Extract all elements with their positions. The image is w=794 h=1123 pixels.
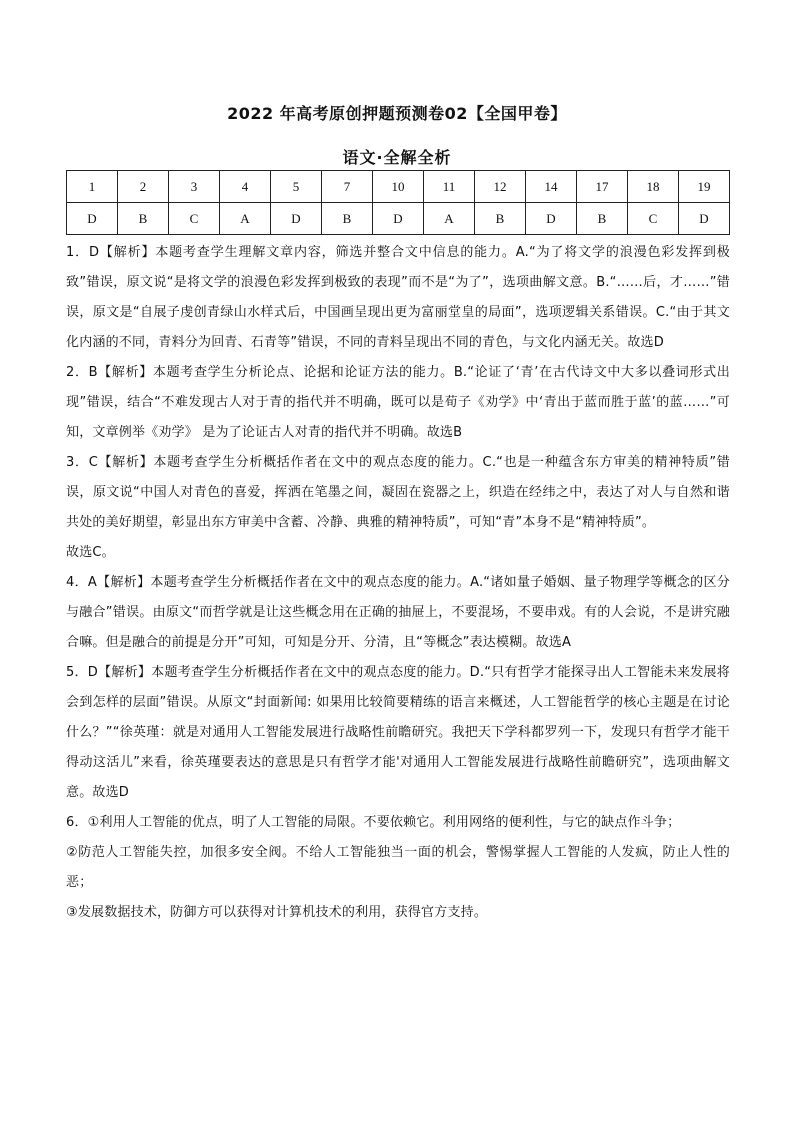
explanation-q6-point-2: ②防范人工智能失控，加很多安全阀。不给人工智能独当一面的机会，警惕掌握人工智能的人发疯，防止人性的恶； (66, 845, 730, 890)
question-number-cell: 14 (526, 171, 577, 203)
question-number-cell: 5 (271, 171, 322, 203)
question-number-cell: 1 (67, 171, 118, 203)
answer-cell: D (271, 203, 322, 235)
question-number-cell: 18 (628, 171, 679, 203)
answer-cell: D (679, 203, 730, 235)
explanation-q1: 1．D【解析】本题考查学生理解文章内容，筛选并整合文中信息的能力。A.“为了将文学的浪漫色彩发挥到极致”错误，原文说“是将文学的浪漫色彩发挥到极致的表现”而不是“为了”，选项曲解文意。B.“……后，才……”错误，原文是“自展子虔创青绿山水样式后，中国画呈现出更为富丽堂皇的局面”，选项逻辑关系错误。C.“由于其文化内涵的不同，青料分为回青、石青等”错误，不同的青料呈现出不同的青色，与文化内涵无关。故选D (66, 245, 730, 350)
explanation-q3-conclusion: 故选C。 (66, 545, 115, 560)
answer-cell: B (475, 203, 526, 235)
document-title: 2022 年高考原创押题预测卷02【全国甲卷】 (227, 104, 567, 123)
question-number-cell: 10 (373, 171, 424, 203)
explanation-q6-point-1: 6．①利用人工智能的优点，明了人工智能的局限。不要依赖它。利用网络的便利性，与它的缺点作斗争； (66, 815, 681, 830)
explanation-q5: 5．D【解析】本题考查学生分析概括作者在文中的观点态度的能力。D.“只有哲学才能探寻出人工智能未来发展将会到怎样的层面”错误。从原文“封面新闻: 如果用比较简要精练的语言来概述，人工智能哲学的核心主题是在讨论什么？”“徐英瑾：就是对通用人工智能发展进行战略性前瞻研究。我把天下学科都罗列一下，发现只有哲学才能干得动这活儿”来看，徐英瑾要表达的意思是只有哲学才能'对通用人工智能发展进行战略性前瞻研究”，选项曲解文意。故选D (66, 665, 730, 800)
question-number-cell: 12 (475, 171, 526, 203)
explanations-body (66, 238, 730, 928)
answer-cell: A (220, 203, 271, 235)
explanation-q4: 4．A【解析】本题考查学生分析概括作者在文中的观点态度的能力。A.“诸如量子婚姻、量子物理学等概念的区分与融合”错误。由原文“而哲学就是让这些概念用在正确的抽屉上，不要混场，不要串戏。有的人会说，不是讲究融合嘛。但是融合的前提是分开”可知，可知是分开、分清，且“等概念”表达模糊。故选A (66, 575, 730, 650)
answer-cell: D (526, 203, 577, 235)
answer-table (66, 170, 730, 235)
answer-cell: B (577, 203, 628, 235)
question-number-cell: 19 (679, 171, 730, 203)
question-number-cell: 4 (220, 171, 271, 203)
question-number-cell: 2 (118, 171, 169, 203)
question-number-cell: 7 (322, 171, 373, 203)
explanation-q6-point-3: ③发展数据技术，防御方可以获得对计算机技术的利用，获得官方支持。 (66, 905, 488, 920)
answer-cell: C (169, 203, 220, 235)
document-subtitle: 语文·全解全析 (342, 148, 452, 167)
answer-table-answer-row (67, 203, 730, 235)
answer-cell: B (322, 203, 373, 235)
answer-cell: D (67, 203, 118, 235)
question-number-cell: 3 (169, 171, 220, 203)
answer-cell: B (118, 203, 169, 235)
explanation-q3: 3．C【解析】本题考查学生分析概括作者在文中的观点态度的能力。C.“也是一种蕴含东方审美的精神特质”错误，原文说“中国人对青色的喜爱，挥洒在笔墨之间，凝固在瓷器之上，织造在经纬之中，表达了对人与自然和谐共处的美好期望，彰显出东方审美中含蓄、冷静、典雅的精神特质”，可知“青”本身不是“精神特质”。 (66, 455, 730, 530)
answer-cell: C (628, 203, 679, 235)
question-number-cell: 11 (424, 171, 475, 203)
question-number-cell: 17 (577, 171, 628, 203)
answer-table-question-row (67, 171, 730, 203)
explanation-q2: 2．B【解析】本题考查学生分析论点、论据和论证方法的能力。B.“论证了‘青’在古代诗文中大多以叠词形式出现”错误，结合“不难发现古人对于青的指代并不明确，既可以是荀子《劝学》中‘青出于蓝而胜于蓝’的蓝……”可知，文章例举《劝学》 是为了论证古人对青的指代并不明确。故选B (66, 365, 730, 440)
answer-cell: A (424, 203, 475, 235)
answer-cell: D (373, 203, 424, 235)
